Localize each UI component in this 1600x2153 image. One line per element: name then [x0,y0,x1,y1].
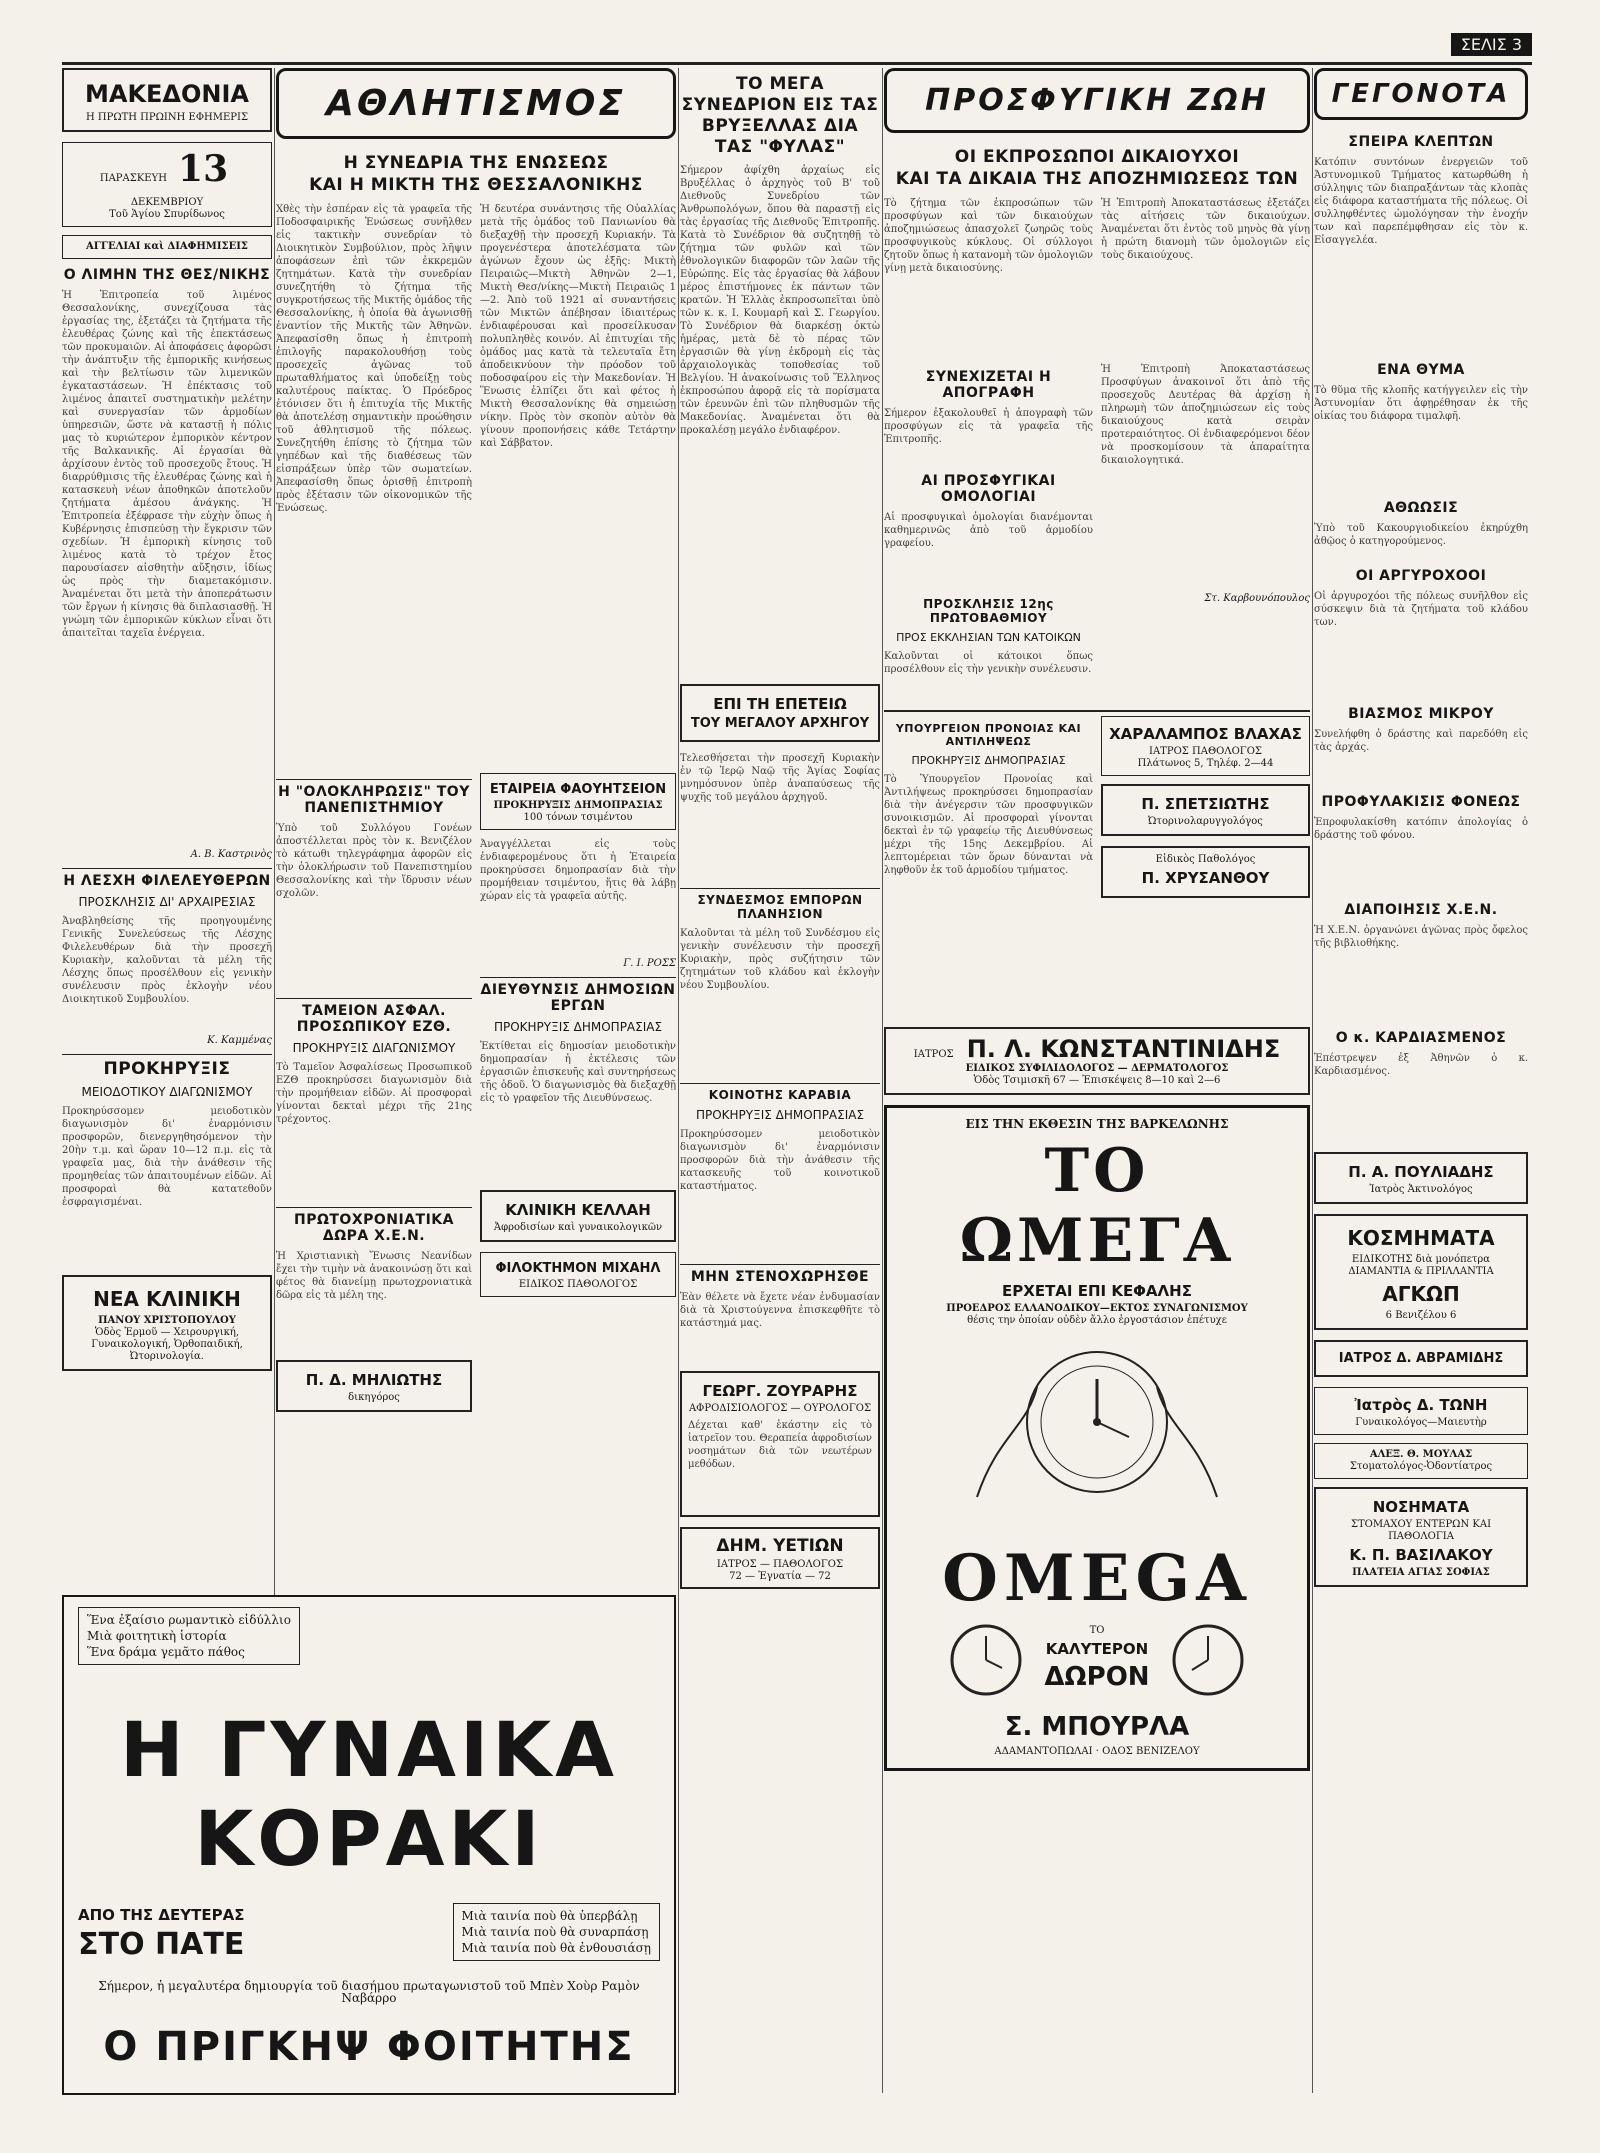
zourari-name: ΓΕΩΡΓ. ΖΟΥΡΑΡΗΣ [702,1382,858,1400]
thyma-title: ΕΝΑ ΘΥΜΑ [1377,362,1465,378]
omega-ad [884,1105,1310,1771]
dieythinsis-title: ΔΙΕΥΘΥΝΣΙΣ ΔΗΜΟΣΙΩΝ ΕΡΓΩΝ [480,977,676,1014]
tameion-body: Τὸ Ταμεῖον Ἀσφαλίσεως Προσωπικοῦ ΕΖΘ προκηρύσσει διαγωνισμὸν διὰ τὴν προμήθειαν εἰδῶν. Αἱ προσφοραὶ γίνονται δεκταὶ μέχρι τῆς 21ης τρέχοντος. [276,1062,472,1125]
epeteios-box [680,684,880,742]
film-tags [78,1607,300,1665]
yetion-role: ΙΑΤΡΟΣ — ΠΑΘΟΛΟΓΟΣ [716,1559,844,1570]
date-number: 13 [178,148,229,190]
konst-name: Π. Λ. ΚΩΝΣΤΑΝΤΙΝΙΔΗΣ [966,1035,1281,1063]
kosmimata-address: 6 Βενιζέλου 6 [1385,1310,1457,1321]
kosmimata-title: ΚΟΣΜΗΜΑΤΑ [1347,1226,1495,1250]
date-box [62,142,272,227]
clinic-ad-text: Ὁδὸς Ἐρμοῦ — Χειρουργική, Γυναικολογική, Ὀρθοπαιδική, Ὠτορινολογία. [91,1327,243,1362]
column-5 [1314,68,1528,2129]
page-number: ΣΕΛΙΣ 3 [1451,33,1532,56]
zourari-body: Δέχεται καθ' ἑκάστην εἰς τὸ ἰατρεῖον του. Θεραπεία ἀφροδισίων νοσημάτων διὰ τῶν νεωτέρων μεθόδων. [688,1420,872,1470]
athoosis-title: ΑΘΩΩΣΙΣ [1383,500,1459,516]
col4-mid-left [884,363,1093,710]
kliniki-title: ΚΛΙΝΙΚΗ ΚΕΛΛΑΗ [505,1201,651,1219]
kosmimata-shop: ΑΓΚΩΠ [1382,1282,1460,1306]
dieythinsis-subtitle: ΠΡΟΚΗΡΥΞΙΣ ΔΗΜΟΠΡΑΣΙΑΣ [493,1020,663,1034]
omega-gift-1: ΤΟ [1089,1624,1105,1636]
ads-notice [62,235,272,259]
kardiasmenou-title: Ο κ. ΚΑΡΔΙΑΣΜΕΝΟΣ [1335,1030,1507,1046]
filoktimon-subtitle: ΕΙΔΙΚΟΣ ΠΑΘΟΛΟΓΟΣ [518,1279,638,1290]
mliotis-role: δικηγόρος [348,1392,400,1403]
toni-role: Γυναικολόγος—Μαιευτὴρ [1355,1417,1487,1428]
vlachas-ad [1101,716,1310,776]
film-note-3: Μιὰ ταινία ποὺ θὰ ἐνθουσιάσῃ [461,1941,651,1955]
koinotis-title: ΚΟΙΝΟΤΗΣ ΚΑΡΑΒΙΑ [680,1083,880,1102]
omega-logo: OMEGA [942,1541,1252,1616]
col4-mid-right [1101,363,1310,710]
date-saint: Τοῦ Ἁγίου Σπυρίδωνος [109,209,225,220]
chrysanthou-name: Π. ΧΡΥΣΑΝΘΟΥ [1141,869,1270,887]
kardiasmenou-body: Ἐπέστρεψεν ἐξ Ἀθηνῶν ὁ κ. Καρδιασμένος. [1314,1053,1528,1077]
pouliadis-ad [1314,1152,1528,1204]
film-note-1: Μιὰ ταινία ποὺ θὰ ὑπερβάλῃ [461,1909,638,1923]
prosklisis-signature: Στ. Καρβουνόπουλος [1204,593,1310,604]
provokation-body: Ἐπροφυλακίσθη κατόπιν ἀπολογίας ὁ δράστης τοῦ φόνου. [1314,817,1528,841]
clinic-ad [62,1275,272,1371]
zourari-role: ΑΦΡΟΔΙΣΙΟΛΟΓΟΣ — ΟΥΡΟΛΟΓΟΣ [688,1403,872,1414]
col4-mid-right-body: Ἡ Ἐπιτροπὴ Ἀποκαταστάσεως Προσφύγων ἀνακοινοῖ ὅτι ἀπὸ τῆς προσεχοῦς Δευτέρας θὰ ἀρχίσῃ ἡ πληρωμὴ τῶν ἀποζημιώσεων εἰς τοὺς δικαιούχους κατὰ σειρὰν προτεραιότητος. Οἱ ἐνδιαφερόμενοι δέον νὰ προσκομίσουν τὰ ἀπαραίτητα δικαιολογητικά. [1101,364,1310,466]
omega-line-3: θέσις την ὁποίαν οὐδὲν ἄλλο ἐργοστάσιον ἐπέτυχε [967,1315,1227,1326]
kliniki-subtitle: Ἀφροδισίων καὶ γυναικολογικῶν [493,1222,663,1233]
chrysanthou-heading: Εἰδικὸς Παθολόγος [1155,854,1256,865]
page-header [62,30,1532,58]
sport-headline-2: ΚΑΙ Η ΜΙΚΤΗ ΤΗΣ ΘΕΣΣΑΛΟΝΙΚΗΣ [309,175,643,195]
congress-body: Σήμερον ἀφίχθη ἀρχαίως εἰς Βρυξέλλας ὁ ἀρχηγὸς τοῦ Β' τοῦ Διεθνοῦς Συνεδρίου τῶν Ἀνθρωπολόγων, ὅπου θὰ παραστῇ εἰς τὰς ἐργασίας τῆς Διεθνοῦς Ἐπιτροπῆς. Κατὰ τὸ Συνέδριον θὰ συζητηθῇ τὸ ζήτημα τῶν φυλῶν καὶ τῶν ἐθνολογικῶν διαφορῶν τῶν λαῶν τῆς Εὐρώπης. Εἰς τὰς ἐργασίας θὰ λάβουν μέρος ἐπιστήμονες ἐκ πάντων τῶν κρατῶν. Ἡ Ἑλλὰς ἐκπροσωπεῖται ὑπὸ τῶν κ. κ. Ι. Κουμαρῆ καὶ Σ. Γεωργίου. Τὸ Συνέδριον θὰ διαρκέσῃ ὀκτὼ ἡμέρας, μετὰ δὲ τὸ πέρας τῶν ἐργασιῶν θὰ γίνῃ ἐκδρομὴ εἰς τὰς ἀρχαιολογικὰς τοποθεσίας τοῦ Βελγίου. Ἡ ἀνακοίνωσις τοῦ Ἕλληνος ἐκπροσώπου ἀφορᾷ εἰς τὰ πορίσματα τῶν ἐρευνῶν ἐπὶ τῶν πληθυσμῶν τῆς Μακεδονίας. Ἀναμένεται ὅτι θὰ προκαλέσῃ μεγάλο ἐνδιαφέρον. [680,165,880,436]
athoosis-body: Ὑπὸ τοῦ Κακουργιοδικείου ἐκηρύχθη ἀθῷος ὁ κατηγορούμενος. [1314,523,1528,547]
clinic-ad-name: ΠΑΝΟΥ ΧΡΙΣΤΟΠΟΥΛΟΥ [98,1315,236,1326]
etaireia-subtitle-2: 100 τόνων τσιμέντου [523,812,633,823]
col4-lower-right [1101,716,1310,1023]
ypourg-body: Τὸ Ὑπουργεῖον Προνοίας καὶ Ἀντιλήψεως προκηρύσσει δημοπρασίαν διὰ τὴν ἀνέγερσιν τῶν προσφυγικῶν συνοικισμῶν. Αἱ προσφοραὶ γίνονται δεκταὶ ἐν τῷ γραφείῳ τῆς Διευθύνσεως μέχρι τῆς 15ης Δεκεμβρίου. Αἱ λεπτομέρειαι τῶν ὅρων δύνανται νὰ ληφθοῦν ἐκ τοῦ ἀρμοδίου τμήματος. [884,774,1093,876]
moulas-ad [1314,1443,1528,1479]
vasilakou-ad [1314,1487,1528,1587]
col4-lower-left [884,716,1093,1023]
mliotis-name: Π. Δ. ΜΗΛΙΩΤΗΣ [305,1371,443,1389]
vlachas-name: ΧΑΡΑΛΑΜΠΟΣ ΒΛΑΧΑΣ [1109,725,1302,743]
konst-pre: ΙΑΤΡΟΣ [913,1049,954,1060]
film-bottom-title: Ο ΠΡΙΓΚΗΨ ΦΟΙΤΗΤΗΣ [103,2024,635,2070]
spetsiotis-role: Ὠτορινολαρυγγολόγος [1148,816,1263,827]
olokl-body: Ὑπὸ τοῦ Συλλόγου Γονέων ἀποστέλλεται πρὸς τὸν κ. Βενιζέλον τὸ κάτωθι τηλεγράφημα ἀφορῶν εἰς τὴν ὁλοκλήρωσιν τοῦ Πανεπιστημίου Θεσσαλονίκης καὶ τὴν ἵδρυσιν νέων σχολῶν. [276,823,472,899]
konst-address: Ὁδὸς Τσιμισκῆ 67 — Ἐπισκέψεις 8—10 καὶ 2—6 [973,1075,1221,1086]
etaireia-subtitle: ΠΡΟΚΗΡΥΞΙΣ ΔΗΜΟΠΡΑΣΙΑΣ [493,800,663,811]
etaireia-notice [480,773,676,830]
leschi-subtitle: ΠΡΟΣΚΛΗΣΙΣ ΔΙ' ΑΡΧΑΙΡΕΣΙΑΣ [78,895,256,909]
refugee-banner: ΠΡΟΣΦΥΓΙΚΗ ΖΩΗ [884,68,1310,133]
provokation-title: ΠΡΟΦΥΛΑΚΙΣΙΣ ΦΟΝΕΩΣ [1321,794,1521,810]
moulas-role: Στοματολόγος-Ὀδοντίατρος [1349,1461,1493,1472]
synech-title: ΣΥΝΕΧΙΖΕΤΑΙ Η ΑΠΟΓΡΑΦΗ [925,369,1052,401]
omega-gift [1044,1625,1149,1696]
omega-illustration [917,1327,1277,1517]
sport-headline-1: Η ΣΥΝΕΔΡΙΑ ΤΗΣ ΕΝΩΣΕΩΣ [343,153,609,173]
leschi-title: Η ΛΕΣΧΗ ΦΙΛΕΛΕΥΘΕΡΩΝ [62,868,272,889]
tameion-title: ΤΑΜΕΙΟΝ ΑΣΦΑΛ. ΠΡΟΣΩΠΙΚΟΥ ΕΖΘ. [276,998,472,1035]
spetsiotis-name: Π. ΣΠΕΤΣΙΩΤΗΣ [1141,795,1270,813]
column-divider [678,68,679,2093]
omega-gift-3: ΔΩΡΟΝ [1044,1661,1150,1692]
masthead-sub: Η ΠΡΩΤΗ ΠΡΩΙΝΗ ΕΦΗΜΕΡΙΣ [85,112,249,123]
sport-article-col-a: Χθὲς τὴν ἑσπέραν εἰς τὰ γραφεῖα τῆς Ποδοσφαιρικῆς Ἑνώσεως συνῆλθεν εἰς τακτικὴν συνεδρίαν τὸ Διοικητικὸν Συμβούλιον, πρὸς λῆψιν ἀποφάσεων ἐπὶ τῶν ἐκκρεμῶν ζητημάτων. Κατὰ τὴν συνεδρίαν συνεζητήθη τὸ ζήτημα τῆς συγκροτήσεως τῆς Μικτῆς ὁμάδος τῆς Θεσσαλονίκης, ἡ ὁποία θὰ ἀγωνισθῇ ἐναντίον τῆς Μικτῆς τῶν Ἀθηνῶν. Ἀπεφασίσθη ὅπως ἡ ἐπιτροπὴ ἐπιλογῆς παρακολουθήσῃ τοὺς προσεχεῖς ἀγῶνας τοῦ πρωταθλήματος καὶ ὑποδείξῃ τοὺς καλυτέρους παίκτας. Ὁ Πρόεδρος ἐτόνισεν ὅτι ἡ ἐπιτυχία τῆς Μικτῆς θὰ ἀποτελέσῃ σημαντικὴν προώθησιν τοῦ ἀθλητισμοῦ τῆς πόλεως. Συνεζητήθη ἐπίσης τὸ ζήτημα τῶν γηπέδων καὶ τῆς διαθέσεως τῶν εἰσπράξεων ὑπὲρ τῶν σωματείων. Ἀπεφασίσθη ὅπως ὁρισθῇ ἐπιτροπὴ πρὸς ἐξέτασιν τῶν οἰκονομικῶν τῆς Ἑνώσεως. [276,204,472,514]
column-4 [884,68,1310,2129]
news-banner: ΓΕΓΟΝΟΤΑ [1314,68,1528,120]
filoktimon-title: ΦΙΛΟΚΤΗΜΟΝ ΜΙΧΑΗΛ [495,1261,661,1276]
etaireia-body: Ἀναγγέλλεται εἰς τοὺς ἐνδιαφερομένους ὅτι ἡ Ἑταιρεία προκηρύσσει δημοπρασίαν διὰ τὴν προμήθειαν τσιμέντου, ἥτις θὰ λάβῃ χώραν εἰς τὰ γραφεῖα αὐτῆς. [480,839,676,902]
argyr-body: Οἱ ἀργυροχόοι τῆς πόλεως συνῆλθον εἰς σύσκεψιν διὰ τὰ ζητήματα τοῦ κλάδου των. [1314,591,1528,628]
tameion-subtitle: ΠΡΟΚΗΡΥΞΙΣ ΔΙΑΓΩΝΙΣΜΟΥ [292,1041,456,1055]
vlachou-body: Συνελήφθη ὁ δράστης καὶ παρεδόθη εἰς τὰς ἀρχάς. [1314,729,1528,753]
masthead-name: ΜΑΚΕΔΟΝΙΑ [84,80,249,108]
film-cinema-block [78,1903,244,1962]
pouliadis-name: Π. Α. ΠΟΥΛΙΑΔΗΣ [1348,1163,1494,1181]
epeteios-body: Τελεσθήσεται τὴν προσεχῆ Κυριακὴν ἐν τῷ Ἱερῷ Ναῷ τῆς Ἁγίας Σοφίας μνημόσυνον ὑπὲρ ἀναπαύσεως τῆς ψυχῆς τοῦ μεγάλου ἀρχηγοῦ. [680,753,880,803]
prosklisis-subtitle: ΠΡΟΣ ΕΚΚΛΗΣΙΑΝ ΤΩΝ ΚΑΤΟΙΚΩΝ [896,631,1081,644]
kosmimata-subtitle: ΕΙΔΙΚΟΤΗΣ διὰ μονόπετρα ΔΙΑΜΑΝΤΙΑ & ΠΡΙΛΛΑΝΤΙΑ [1348,1254,1494,1277]
column-divider [1312,68,1313,2093]
film-from: ΑΠΟ ΤΗΣ ΔΕΥΤΕΡΑΣ [78,1906,245,1924]
col2-lower-left [276,773,472,1422]
synd-body: Καλοῦνται τὰ μέλη τοῦ Συνδέσμου εἰς γενικὴν συνέλευσιν τὴν προσεχῆ Κυριακὴν, πρὸς συζήτησιν τῶν ζητημάτων τοῦ κλάδου καὶ ἐκλογὴν νέου Συμβουλίου. [680,928,880,991]
koinotis-subtitle: ΠΡΟΚΗΡΥΞΙΣ ΔΗΜΟΠΡΑΣΙΑΣ [695,1108,865,1122]
iatros-ad [1314,1340,1528,1377]
film-ad [62,1595,676,2095]
mliotis-ad [276,1360,472,1412]
watch-icon [946,1620,1026,1700]
congress-title: ΤΟ ΜΕΓΑ ΣΥΝΕΔΡΙΟΝ ΕΙΣ ΤΑΣ ΒΡΥΞΕΛΛΑΣ ΔΙΑ ΤΑΣ "ΦΥΛΑΣ" [681,74,879,157]
vasilakou-name: Κ. Π. ΒΑΣΙΛΑΚΟΥ [1349,1546,1493,1564]
thyma-body: Τὸ θῦμα τῆς κλοπῆς κατήγγειλεν εἰς τὴν Ἀστυνομίαν ὅτι ἀφῃρέθησαν ἐκ τῆς οἰκίας του διάφορα τιμαλφῆ. [1314,385,1528,422]
omega-gift-2: ΚΑΛΥΤΕΡΟΝ [1045,1639,1149,1658]
clinic-ad-title: ΝΕΑ ΚΛΙΝΙΚΗ [93,1287,241,1311]
masthead-box [62,68,272,132]
diapoi-body: Ἡ Χ.Ε.Ν. ὀργανώνει ἀγῶνας πρὸς ὄφελος τῆς βιβλιοθήκης. [1314,925,1528,949]
film-tonight: Σήμερον, ἡ μεγαλυτέρα δημιουργία τοῦ διασήμου πρωταγωνιστοῦ τοῦ Μπὲν Χοὺρ Ραμὸν Ναβάρρο [98,1979,640,2005]
omega-line: ΕΡΧΕΤΑΙ ΕΠΙ ΚΕΦΑΛΗΣ [1002,1282,1192,1300]
limin-signature: Α. Β. Καστρινὸς [190,849,272,860]
column-3 [680,68,880,2129]
protochr-body: Ἡ Χριστιανικὴ Ἕνωσις Νεανίδων ἔχει τὴν τιμὴν νὰ ἀνακοινώσῃ ὅτι καὶ φέτος θὰ διανείμῃ πρωτοχρονιατικὰ δῶρα εἰς τὰ μέλη της. [276,1251,472,1301]
watch-icon [1168,1620,1248,1700]
film-cinema: ΣΤΟ ΠΑΤΕ [78,1927,245,1962]
film-notes [453,1903,661,1961]
date-day: ΠΑΡΑΣΚΕΥΗ [99,173,167,184]
konst-ad [884,1027,1310,1095]
spetsiotis-ad [1101,784,1310,836]
col4-lower [884,710,1310,1023]
diapoi-title: ΔΙΑΠΟΙΗΣΙΣ Χ.Ε.Ν. [1344,902,1498,918]
iatros-title: ΙΑΤΡΟΣ Δ. ΑΒΡΑΜΙΔΗΣ [1338,1351,1504,1366]
col2-lower [276,773,676,1422]
column-divider [882,68,883,2093]
proklisis-subtitle: ΜΕΙΟΔΟΤΙΚΟΥ ΔΙΑΓΩΝΙΣΜΟΥ [81,1085,253,1099]
kliniki-ad [480,1190,676,1242]
omega-headline: ΤΟ ΩΜΕΓΑ [959,1136,1235,1276]
film-tag-2: Μιὰ φοιτητικὴ ἱστορία [87,1629,227,1643]
vlachas-role: ΙΑΤΡΟΣ ΠΑΘΟΛΟΓΟΣ [1149,746,1262,757]
vlachou-title: ΒΙΑΣΜΟΣ ΜΙΚΡΟΥ [1348,706,1494,722]
dieythinsis-body: Ἐκτίθεται εἰς δημοσίαν μειοδοτικὴν δημοπρασίαν ἡ ἐκτέλεσις τῶν ἐργασιῶν ἐπισκευῆς καὶ συντηρήσεως τῆς ὁδοῦ. Ὁ διαγωνισμὸς θὰ διεξαχθῇ εἰς τὸ γραφεῖον τῆς Διευθύνσεως. [480,1041,676,1104]
limin-title: Ο ΛΙΜΗΝ ΤΗΣ ΘΕΣ/ΝΙΚΗΣ [63,267,271,283]
stenochoria-body: Ἐὰν θέλετε νὰ ἔχετε νέαν ἐνδυμασίαν διὰ τὰ Χριστούγεννα ἐπισκεφθῆτε τὸ κατάστημά μας. [680,1292,880,1329]
sport-banner: ΑΘΛΗΤΙΣΜΟΣ [276,68,676,139]
koinotis-body: Προκηρύσσομεν μειοδοτικὸν διαγωνισμὸν δι' ἐναρμόνισιν προσφορῶν διὰ τὴν ἀνάθεσιν τῆς κατασκευῆς τοῦ κοινοτικοῦ καταστήματος. [680,1129,880,1192]
omologia-title: ΑΙ ΠΡΟΣΦΥΓΙΚΑΙ ΟΜΟΛΟΓΙΑΙ [921,473,1056,505]
moulas-name: ΑΛΕΞ. Θ. ΜΟΥΛΑΣ [1369,1449,1473,1460]
argyr-title: ΟΙ ΑΡΓΥΡΟΧΟΟΙ [1355,568,1487,584]
sport-article [276,203,676,763]
refugee-headline-2: ΚΑΙ ΤΑ ΔΙΚΑΙΑ ΤΗΣ ΑΠΟΖΗΜΙΩΣΕΩΣ ΤΩΝ [895,169,1299,189]
refugee-article [884,197,1310,357]
refugee-article-b: Ἡ Ἐπιτροπὴ Ἀποκαταστάσεως ἐξετάζει τὰς αἰτήσεις τῶν δικαιούχων. Ἀναμένεται ὅτι ἐντὸς τοῦ μηνὸς θὰ γίνῃ ἡ πρώτη διανομὴ τῶν ὁμολογιῶν εἰς τοὺς δικαιούχους. [1101,198,1310,261]
omega-top: ΕΙΣ ΤΗΝ ΕΚΘΕΣΙΝ ΤΗΣ ΒΑΡΚΕΛΩΝΗΣ [965,1117,1229,1131]
limin-body: Ἡ Ἐπιτροπεία τοῦ λιμένος Θεσσαλονίκης, συνεχίζουσα τὰς ἐργασίας της, ἐξετάζει τὰ ζητήματα τῆς ἐλευθέρας ζώνης καὶ τῆς ἐπεκτάσεως τῶν προκυμαιῶν. Αἱ ἀποφάσεις ἀφορῶσι τὴν ἀνάπτυξιν τῆς ἐμπορικῆς κινήσεως καὶ τὴν βελτίωσιν τῶν λιμενικῶν ἐγκαταστάσεων. Ἡ ἐπέκτασις τοῦ λιμένος ἀπαιτεῖ συστηματικὴν μελέτην καὶ συνεργασίαν τῶν ἁρμοδίων ὑπηρεσιῶν, ὥστε νὰ καταστῇ ἡ πόλις μας τὸ κυριώτερον ἐμπορικὸν κέντρον τῆς Βαλκανικῆς. Αἱ ἐργασίαι θὰ ἀρχίσουν ἐντὸς τοῦ προσεχοῦς ἔτους. Ἡ διαρρύθμισις τῆς ἐλευθέρας ζώνης καὶ ἡ κατασκευὴ νέων ἀποθηκῶν ἀποτελοῦν ζητήματα ἀμέσου ἀνάγκης. Ἡ Ἐπιτροπεία ἐξέφρασε τὴν εὐχὴν ὅπως ἡ Κυβέρνησις ἐπισπεύσῃ τὴν ἔγκρισιν τῶν σχεδίων. Ἡ ἐμπορικὴ κίνησις τοῦ λιμένος κατὰ τὸ τρέχον ἔτος παρουσίασεν αἰσθητὴν αὔξησιν, ἰδίως ὡς πρὸς τὴν διαμετακόμισιν. Ἀναμένεται ὅτι μετὰ τὴν ἀποπεράτωσιν τῶν ἔργων ἡ κίνησις θὰ διπλασιασθῇ. Ἡ γνώμη τῶν ἐμπορικῶν κύκλων εἶναι ὅτι ἀπαιτεῖται ταχεῖα ἐνέργεια. [62,290,272,639]
ypourg-subtitle: ΠΡΟΚΗΡΥΞΙΣ ΔΗΜΟΠΡΑΣΙΑΣ [911,754,1066,767]
yetion-name: ΔΗΜ. ΥΕΤΙΩΝ [716,1536,844,1556]
speira-title: ΣΠΕΙΡΑ ΚΛΕΠΤΩΝ [1348,134,1494,150]
olokl-title: Η "ΟΛΟΚΛΗΡΩΣΙΣ" ΤΟΥ ΠΑΝΕΠΙΣΤΗΜΙΟΥ [276,779,472,816]
col2-lower-right [480,773,676,1422]
synech-body: Σήμερον ἐξακολουθεῖ ἡ ἀπογραφὴ τῶν προσφύγων εἰς τὰ γραφεῖα τῆς Ἐπιτροπῆς. [884,408,1093,445]
zourari-ad [680,1371,880,1517]
vasilakou-title: ΝΟΣΗΜΑΤΑ [1372,1498,1470,1516]
film-title: Η ΓΥΝΑΙΚΑ ΚΟΡΑΚΙ [120,1705,618,1883]
top-rule [62,62,1532,65]
col4-mid [884,363,1310,710]
prosklisis-title: ΠΡΟΣΚΛΗΣΙΣ 12ης ΠΡΩΤΟΒΑΘΜΙΟΥ [923,597,1054,625]
etaireia-title: ΕΤΑΙΡΕΙΑ ΦΑΟΥΗΤΣΕΙΟΝ [489,782,667,797]
omega-line-2: ΠΡΟΕΔΡΟΣ ΕΛΛΑΝΟΔΙΚΟΥ—ΕΚΤΟΣ ΣΥΝΑΓΩΝΙΣΜΟΥ [946,1303,1248,1314]
epeteios-subtitle: ΤΟΥ ΜΕΓΑΛΟΥ ΑΡΧΗΓΟΥ [690,716,870,731]
vasilakou-address: ΠΛΑΤΕΙΑ ΑΓΙΑΣ ΣΟΦΙΑΣ [1352,1567,1490,1578]
stenochoria-title: ΜΗΝ ΣΤΕΝΟΧΩΡΗΣΘΕ [680,1264,880,1285]
ypourg-title: ΥΠΟΥΡΓΕΙΟΝ ΠΡΟΝΟΙΑΣ ΚΑΙ ΑΝΤΙΛΗΨΕΩΣ [895,722,1082,748]
prosklisis-body: Καλοῦνται οἱ κάτοικοι ὅπως προσέλθουν εἰς τὴν γενικὴν συνέλευσιν. [884,651,1093,675]
konst-role: ΕΙΔΙΚΟΣ ΣΥΦΙΛΙΔΟΛΟΓΟΣ — ΔΕΡΜΑΤΟΛΟΓΟΣ [965,1063,1229,1074]
omega-seller-2: ΑΔΑΜΑΝΤΟΠΩΛΑΙ · ΟΔΟΣ ΒΕΝΙΖΕΛΟΥ [994,1746,1200,1757]
yetion-ad [680,1527,880,1589]
refugee-article-a: Τὸ ζήτημα τῶν ἐκπροσώπων τῶν προσφύγων καὶ τῶν δικαιούχων ἀποζημιώσεως ἀπασχολεῖ ζωηρῶς τοὺς προσφυγικοὺς κύκλους. Οἱ σύλλογοι ζητοῦν ὅπως ἡ κατανομὴ τῶν ὁμολογιῶν γίνῃ μετὰ δικαιοσύνης. [884,198,1093,274]
film-tag-3: Ἕνα δράμα γεμᾶτο πάθος [87,1645,245,1659]
omega-seller: Σ. ΜΠΟΥΡΛΑ [1004,1712,1190,1742]
omologia-body: Αἱ προσφυγικαὶ ὁμολογίαι διανέμονται καθημερινῶς ἀπὸ τοῦ ἀρμοδίου γραφείου. [884,512,1093,549]
epeteios-title: ΕΠΙ ΤΗ ΕΠΕΤΕΙΩ [713,695,847,713]
leschi-body: Ἀναβληθείσης τῆς προηγουμένης Γενικῆς Συνελεύσεως τῆς Λέσχης Φιλελευθέρων διὰ τὴν προσεχῆ Κυριακὴν, καλοῦνται τὰ μέλη τῆς Λέσχης ὅπως προσέλθουν εἰς γενικὴν συνέλευσιν πρὸς ἐκλογὴν νέου Διοικητικοῦ Συμβουλίου. [62,916,272,1005]
film-tag-1: Ἕνα ἐξαίσιο ρωμαντικὸ εἰδύλλιο [87,1613,291,1627]
etaireia-signature: Γ. Ι. ΡΟΣΣ [623,958,676,969]
proklisis-body: Προκηρύσσομεν μειοδοτικὸν διαγωνισμὸν δι' ἐναρμόνισιν προσφορῶν, διενεργηθησόμενον τὴν 20ὴν τ.μ. καὶ ὥραν 10—12 π.μ. εἰς τὰ γραφεῖα μας, διὰ τὴν ἀνάθεσιν τῆς προμηθείας τῶν ἀπαιτουμένων εἰδῶν. Αἱ προσφοραὶ θὰ κατατεθοῦν ἐσφραγισμέναι. [62,1106,272,1208]
speira-body: Κατόπιν συντόνων ἐνεργειῶν τοῦ Ἀστυνομικοῦ Τμήματος κατωρθώθη ἡ σύλληψις τῶν διαπραξάντων τὰς κλοπὰς εἰς διάφορα καταστήματα τῆς πόλεως. Οἱ συλληφθέντες ὡμολόγησαν τὴν ἐνοχήν των καὶ παρεπέμφθησαν εἰς τὸν κ. Εἰσαγγελέα. [1314,157,1528,246]
toni-name: Ἰατρὸς Δ. ΤΩΝΗ [1354,1396,1488,1414]
sport-article-col-b: Ἡ δευτέρα συνάντησις τῆς Οὐαλλίας μετὰ τῆς ὁμάδος τοῦ Πανιωνίου θὰ διεξαχθῇ τὴν προσεχῆ Κυριακήν. Τὰ προγενέστερα ἀποτελέσματα τῶν ἀγώνων ἔχουν ὡς ἑξῆς: Μικτὴ Πειραιῶς—Μικτὴ Ἀθηνῶν 2—1, Μικτὴ Θεσ/νίκης—Μικτὴ Πειραιῶς 1—2. Ἀπὸ τοῦ 1921 αἱ συναντήσεις τῶν Μικτῶν ἀπέβησαν ἰδιαιτέρως ἐνδιαφέρουσαι καὶ προσείλκυσαν πολυπληθὲς κοινόν. Αἱ ἐπιτυχίαι τῆς ὁμάδος μας κατὰ τὰ τελευταῖα ἔτη ἀποδεικνύουν τὴν πρόοδον τοῦ ποδοσφαίρου εἰς τὴν Μακεδονίαν. Ἡ Ἕνωσις ἐλπίζει ὅτι καὶ φέτος ἡ Μικτὴ Θεσσαλονίκης θὰ σημειώσῃ νίκην. Πρὸς τὸν σκοπὸν αὐτὸν θὰ γίνουν προπονήσεις κάθε Τετάρτην καὶ Σάββατον. [480,204,676,449]
chrysanthou-ad [1101,846,1310,898]
leschi-signature: Κ. Καμμένας [207,1035,272,1046]
protochr-title: ΠΡΩΤΟΧΡΟΝΙΑΤΙΚΑ ΔΩΡΑ Χ.Ε.Ν. [276,1207,472,1244]
toni-ad [1314,1387,1528,1435]
pouliadis-role: Ἰατρὸς Ἀκτινολόγος [1369,1184,1473,1195]
date-month: ΔΕΚΕΜΒΡΙΟΥ [130,197,204,208]
synd-title: ΣΥΝΔΕΣΜΟΣ ΕΜΠΟΡΩΝ ΠΛΑΝΗΣΙΟΝ [680,888,880,921]
yetion-address: 72 — Ἐγνατία — 72 [729,1571,831,1582]
omega-gift-row [897,1620,1297,1700]
kosmimata-ad [1314,1214,1528,1330]
film-note-2: Μιὰ ταινία ποὺ θὰ συναρπάσῃ [461,1925,649,1939]
refugee-headline-1: ΟΙ ΕΚΠΡΟΣΩΠΟΙ ΔΙΚΑΙΟΥΧΟΙ [954,147,1240,167]
vlachas-address: Πλάτωνος 5, Τηλέφ. 2—44 [1137,758,1274,769]
vasilakou-subtitle: ΣΤΟΜΑΧΟΥ ΕΝΤΕΡΩΝ ΚΑΙ ΠΑΘΟΛΟΓΙΑ [1350,1519,1492,1542]
proklisis-title: ΠΡΟΚΗΡΥΞΙΣ [62,1054,272,1079]
film-row [78,1903,660,1962]
filoktimon-ad [480,1252,676,1297]
ads-notice-title: ΑΓΓΕΛΙΑΙ καὶ ΔΙΑΦΗΜΙΣΕΙΣ [86,241,248,252]
